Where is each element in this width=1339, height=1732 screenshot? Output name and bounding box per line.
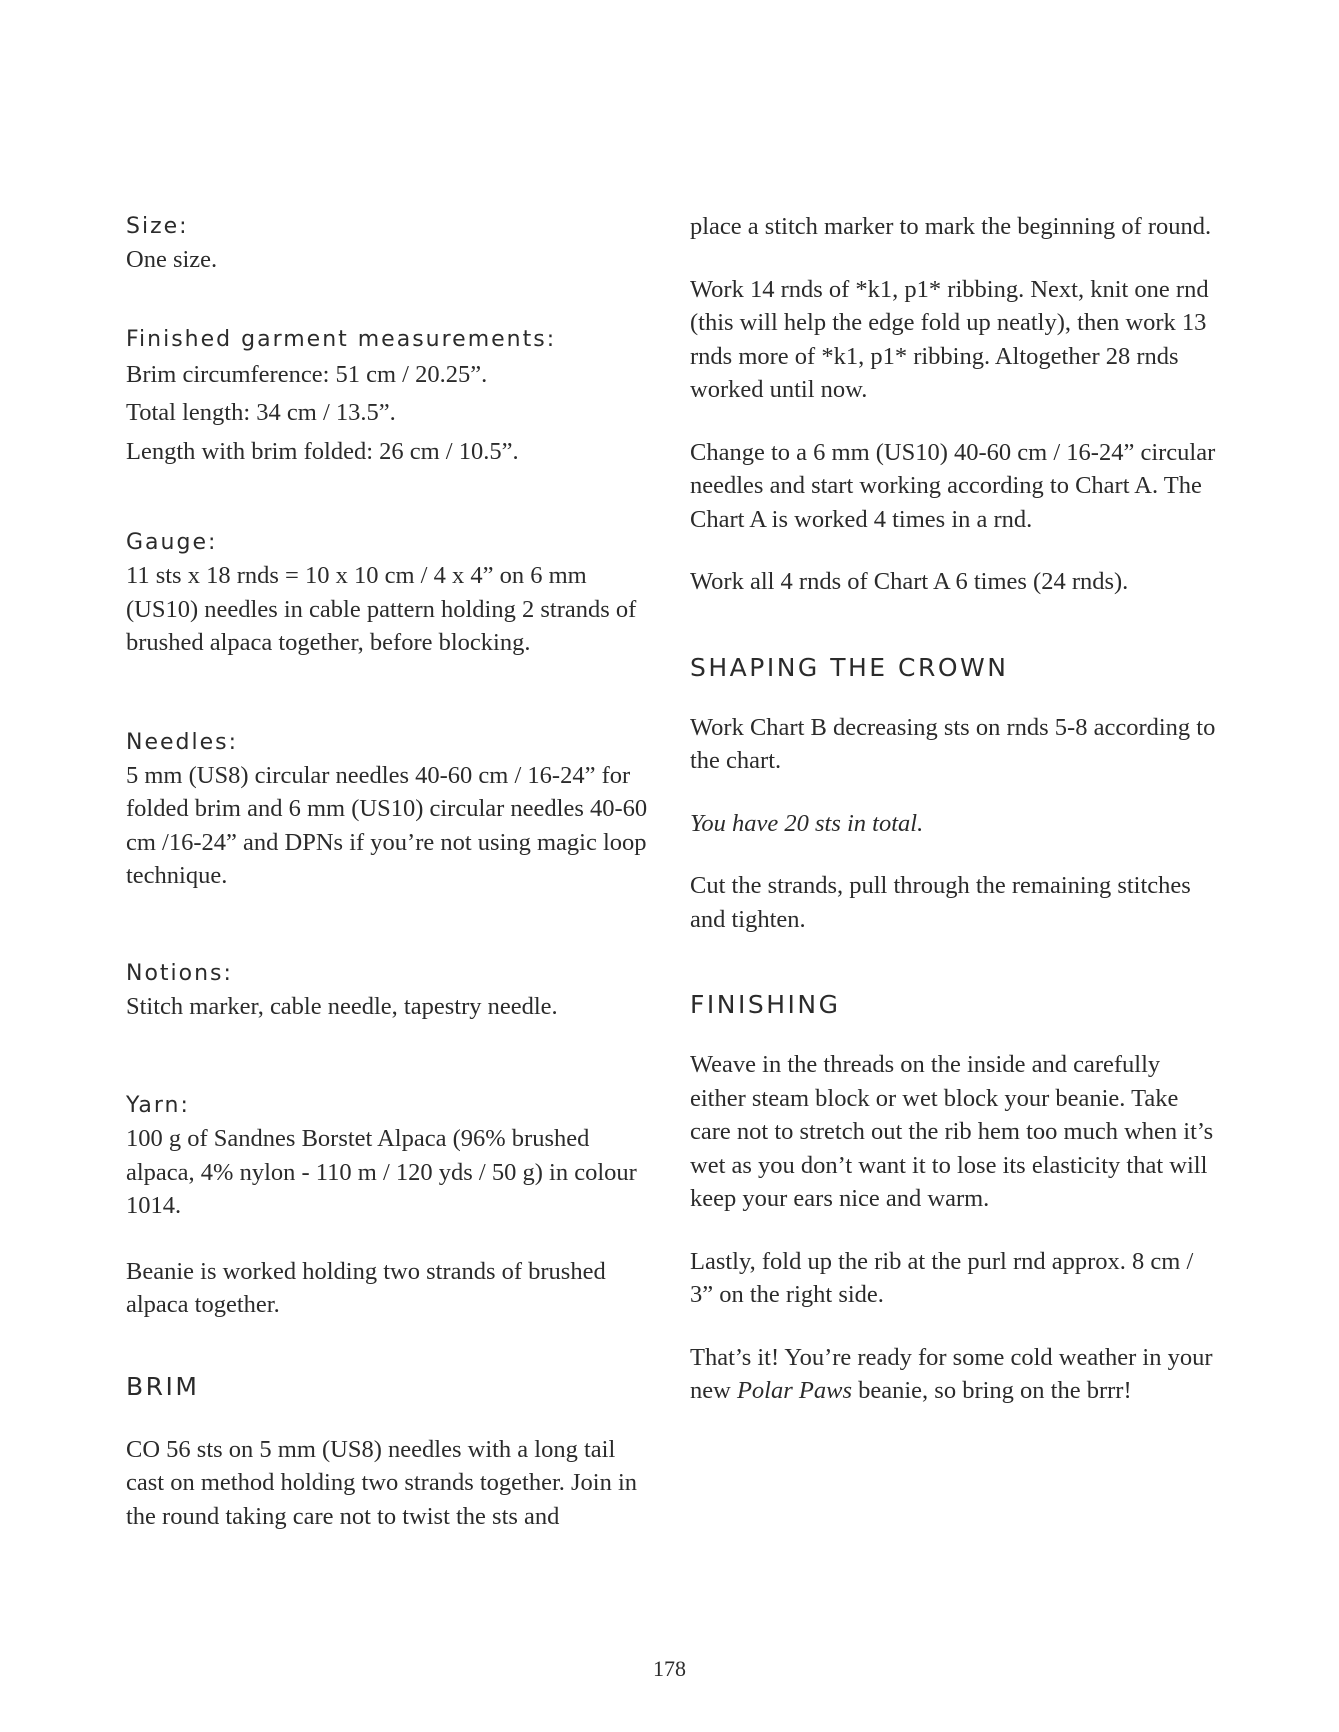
- yarn-label: Yarn:: [126, 1093, 190, 1118]
- measurements-label: Finished garment measurements:: [126, 326, 557, 352]
- final-text: [690, 1341, 1220, 1408]
- measurements-list: [126, 358, 656, 469]
- ribbing-text: Work 14 rnds of *k1, p1* ribbing. Next, knit one rnd (this will help the edge fold up neatly), then work 13 rnds more of *k1, p1* ribbing. Altogether 28 rnds worked until now.: [690, 275, 1209, 403]
- yarn-text: 100 g of Sandnes Borstet Alpaca (96% brushed alpaca, 4% nylon - 110 m / 120 yds / 50 g) in colour 1014.: [126, 1125, 637, 1219]
- size-value: One size.: [126, 246, 218, 273]
- total-length: Total length: 34 cm / 13.5”.: [126, 399, 396, 426]
- notions-text: Stitch marker, cable needle, tapestry needle.: [126, 992, 558, 1020]
- change-needles-text: Change to a 6 mm (US10) 40-60 cm / 16-24” circular needles and start working according to Chart A. The Chart A is worked 4 times in a rnd.: [690, 438, 1216, 533]
- finishing-heading: FINISHING: [690, 990, 841, 1019]
- gauge-text: 11 sts x 18 rnds = 10 x 10 cm / 4 x 4” on 6 mm (US10) needles in cable pattern holding 2 strands of brushed alpaca together, before blocking.: [126, 562, 637, 656]
- brim-circumference: Brim circumference: 51 cm / 20.25”.: [126, 360, 488, 388]
- brim-continued-text: place a stitch marker to mark the beginning of round.: [690, 213, 1212, 240]
- final-text-post: beanie, so bring on the brrr!: [851, 1377, 1132, 1404]
- needles-text: 5 mm (US8) circular needles 40-60 cm / 16-24” for folded brim and 6 mm (US10) circular needles 40-60 cm /16-24” and DPNs if you’re not using magic loop technique.: [126, 761, 648, 889]
- chart-a-text: Work all 4 rnds of Chart A 6 times (24 rnds).: [690, 568, 1129, 595]
- page-number: 178: [653, 1656, 686, 1681]
- cut-text: Cut the strands, pull through the remaining stitches and tighten.: [690, 872, 1191, 933]
- notions-label: Notions:: [126, 960, 233, 986]
- brim-text: CO 56 sts on 5 mm (US8) needles with a long tail cast on method holding two strands together. Join in the round taking care not to twist the sts and: [126, 1435, 638, 1530]
- crown-total: You have 20 sts in total.: [690, 809, 924, 837]
- weave-text: Weave in the threads on the inside and carefully either steam block or wet block your beanie. Take care not to stretch out the rib hem too much when it’s wet as you don’t want it to lose its elasticity that will keep your ears nice and warm.: [690, 1051, 1214, 1212]
- left-column: [126, 210, 656, 1533]
- final-text-pre: That’s it! You’re ready for some cold weather in your new: [690, 1343, 1213, 1404]
- size-label: Size:: [126, 214, 189, 239]
- gauge-label: Gauge:: [126, 530, 218, 555]
- right-column: [690, 210, 1220, 1408]
- folded-length: Length with brim folded: 26 cm / 10.5”.: [126, 437, 519, 465]
- crown-heading: SHAPING THE CROWN: [690, 652, 1009, 682]
- pattern-name: Polar Paws: [736, 1377, 852, 1404]
- brim-heading: BRIM: [126, 1371, 200, 1401]
- needles-label: Needles:: [126, 729, 239, 755]
- fold-text: Lastly, fold up the rib at the purl rnd approx. 8 cm / 3” on the right side.: [690, 1247, 1194, 1308]
- yarn-note: Beanie is worked holding two strands of brushed alpaca together.: [126, 1257, 606, 1318]
- crown-text: Work Chart B decreasing sts on rnds 5-8 according to the chart.: [690, 713, 1216, 774]
